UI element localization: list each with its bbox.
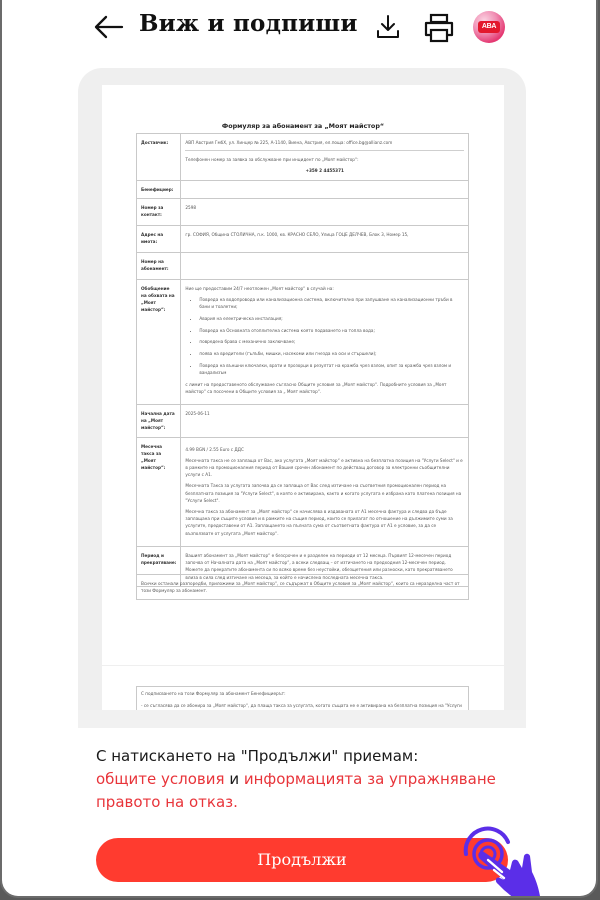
back-button[interactable]: [92, 12, 126, 42]
row-label: Номер на абонамент:: [137, 252, 181, 279]
table-row: [137, 405, 469, 438]
consent-conjunction: и: [224, 770, 244, 788]
row-value: 2025-06-11: [181, 405, 469, 438]
continue-button[interactable]: Продължи: [96, 838, 508, 882]
fee-paragraph: Месечна такса за абонамент за „Моят майстор“ се начислява в издаваната от А1 месечна фактура и следва да бъде заплащана при същите условия и в рамките на същия период, които се прилагат по отношение на дължимите суми за услугите, предоставени от А1. Заплащането на пълната сума от съответната фактура от А1 е условие, за да се възползвате от услугата „Моят майстор“.: [185, 509, 453, 536]
list-item: • Повреда на външни ключалки, врати и прозорци в резултат на кражба чрез взлом, опит за кражба чрез взлом и вандализъм: [199, 362, 464, 376]
header-bar: [2, 0, 598, 56]
row-value: 2598: [181, 198, 469, 225]
row-label: Адрес на имота:: [137, 225, 181, 252]
page2-line: С подписването на този Формуляр за абонамент Бенефициерът:: [141, 691, 286, 696]
arrow-left-icon: [92, 12, 126, 42]
consent-prefix: С натискането на "Продължи" приемам:: [96, 747, 419, 765]
coverage-intro: Ние ще предоставим 24/7 неотложен „Моят майстор“ в случай на:: [185, 285, 334, 291]
viewer-bottom-edge: [78, 710, 526, 728]
table-row: [137, 437, 469, 546]
table-row: [137, 180, 469, 198]
download-icon: [373, 12, 403, 42]
row-label: Доставчик:: [137, 134, 181, 181]
phone-number: +359 2 4455371: [305, 168, 344, 174]
document-note: Всички останали разпоредби, приложими за „Моят майстор“, се съдържат в Общите условия за „Моят майстор“, които са неразделна част от този Формуляр за абонамент.: [136, 574, 469, 600]
aba-logo: [473, 11, 505, 43]
table-row: [137, 252, 469, 279]
list-item: • Повреда на Основната отоплителна система която подаването на топла вода;: [199, 327, 464, 334]
row-label: Начална дата на „Моят майстор“:: [137, 405, 181, 438]
list-item: • Авария на електрическа инсталация;: [199, 315, 464, 322]
list-item: • поява на вредители (гълъби, мишки, насекоми или гнезда на оси и стършели);: [199, 350, 464, 357]
page-title: Виж и подпиши: [139, 10, 358, 37]
terms-link[interactable]: общите условия: [96, 770, 225, 788]
row-label: Бенефициер:: [137, 180, 181, 198]
table-row: [137, 134, 469, 181]
row-value: Вашият абонамент за „Моят майстор“ е безсрочен и е разделен на периоди от 12 месеца. Първият 12-месечен период започва от Началната дата на „Моят майстор“, а всеки следващ – от изтичането на предходния 12-месечен период. Можете да прекратите абонамента си по всяко време без неустойки, обезщетения или разноски, като прекратяването влиза в сила след изтичане на месеца, за който е начислена последната месечна такса.: [181, 546, 469, 586]
provider-address: АВП Австрия ГмбХ, ул. Хинцер № 225, А-1140, Виена, Австрия, ел.поща: office.bg@allianz.com: [185, 140, 393, 145]
download-button[interactable]: [373, 12, 403, 42]
row-value: [181, 252, 469, 279]
fee-paragraph: Месечната такса не се заплаща от Вас, ако услугата „Моят майстор“ е активна на безплатна позиция на "Услуги Select" и е в рамките на промоционалния период от Вашия срочен абонамент по действащ договор за електронни съобщителни услуги с А1.: [185, 457, 463, 478]
consent-text: [96, 745, 516, 814]
print-button[interactable]: [422, 12, 452, 42]
list-item: • Повреда на водопровода или канализационна система, включително при запушване на канализационни тръби в бани и тоалетни;: [199, 296, 464, 310]
fee-paragraph: Месечната Такса за услугата започва да се заплаща от Вас след изтичане на съответния промоционален период на безплатната позиция за "Услуги Select", в която е активирана, както и когато услугата е избрана като платена позиция на "Услуги Select".: [185, 483, 462, 503]
printer-icon: [422, 12, 456, 44]
row-label: Период и прекратяване:: [137, 546, 181, 586]
row-label: Обобщение на обхвата на „Моят майстор“:: [137, 279, 181, 404]
subscription-form-table: [136, 133, 469, 587]
row-value: [181, 180, 469, 198]
row-label: Месечна такса за „Моят майстор“:: [137, 437, 181, 546]
document-title: Формуляр за абонамент за „Моят майстор“: [221, 122, 385, 130]
logo-text: ABA: [478, 21, 500, 33]
phone-label: Телефонен номер за заявка за обслужване при инцидент по „Моят майстор“:: [185, 157, 359, 163]
table-row: [137, 198, 469, 225]
fee-amount: 4.99 BGN / 2.55 Euro с ДДС: [185, 446, 244, 452]
table-row: [137, 225, 469, 252]
page2-line: - се съгласява да се абонира за „Моят майстор“, да плаща такса за услугата, когато същата не е активирана на безплатна позиция на "Услуги: [141, 703, 462, 709]
document-page-1: [102, 85, 504, 665]
withdrawal-info-link[interactable]: информацията за упражняване правото на отказ.: [96, 770, 496, 811]
row-value: гр. СОФИЯ, Община СТОЛИЧНА, п.к. 1000, кв. КРАСНО СЕЛО, Улица ГОЦЕ ДЕЛЧЕВ, Блок 3, Номер 15,: [181, 225, 469, 252]
divider: [185, 150, 464, 151]
row-label: Номер за контакт:: [137, 198, 181, 225]
list-item: • повредена брава с механично заключване;: [199, 338, 464, 345]
coverage-outro: с лимит на предоставеното обслужване съгласно Общите условия за „Моят майстор“. Подробните условия за „Моят майстор“ са посочени в Общите условия за „ Моят майстор“.: [185, 381, 447, 394]
document-viewer[interactable]: [78, 68, 526, 728]
table-row: [137, 279, 469, 404]
coverage-list: [199, 296, 464, 376]
